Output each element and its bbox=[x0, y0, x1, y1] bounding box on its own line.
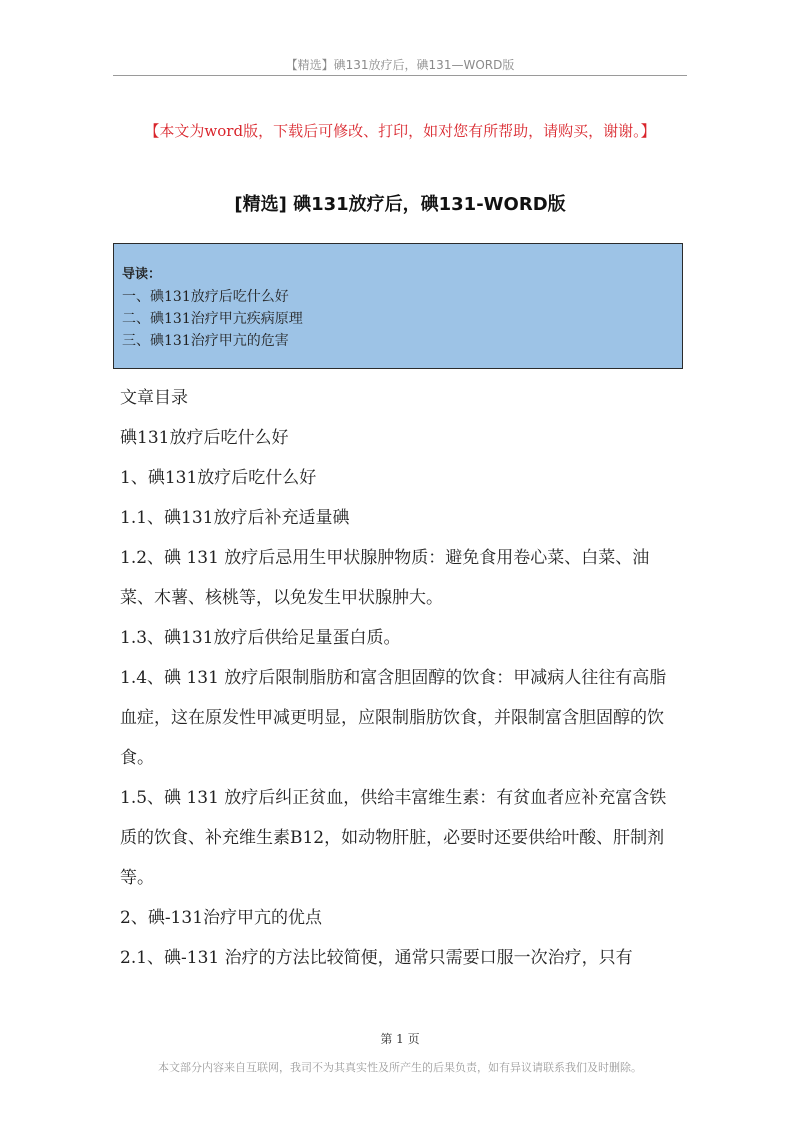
purchase-notice: 【本文为word版，下载后可修改、打印，如对您有所帮助，请购买，谢谢。】 bbox=[144, 122, 656, 140]
footer-disclaimer: 本文部分内容来自互联网，我司不为其真实性及所产生的后果负责，如有异议请联系我们及时删除。 bbox=[158, 1061, 642, 1074]
body-paragraph: 碘131放疗后吃什么好 bbox=[120, 428, 289, 448]
guide-box bbox=[113, 243, 683, 369]
body-paragraph: 2、碘-131治疗甲亢的优点 bbox=[120, 908, 323, 928]
body-paragraph: 1.2、碘 131 放疗后忌用生甲状腺肿物质：避免食用卷心菜、白菜、油菜、木薯、核桃等，以免发生甲状腺肿大。 bbox=[120, 548, 650, 608]
document-title: [精选] 碘131放疗后，碘131-WORD版 bbox=[234, 194, 566, 215]
guide-item: 二、碘131治疗甲亢疾病原理 bbox=[122, 311, 303, 327]
guide-heading: 导读： bbox=[122, 267, 162, 282]
body-paragraph: 1.4、碘 131 放疗后限制脂肪和富含胆固醇的饮食：甲减病人往往有高脂血症，这在原发性甲减更明显，应限制脂肪饮食，并限制富含胆固醇的饮食。 bbox=[120, 668, 667, 768]
document-body bbox=[120, 378, 682, 978]
page-number: 第 1 页 bbox=[380, 1032, 420, 1046]
body-paragraph: 1.5、碘 131 放疗后纠正贫血，供给丰富维生素：有贫血者应补充富含铁质的饮食、补充维生素B12，如动物肝脏，必要时还要供给叶酸、肝制剂等。 bbox=[120, 788, 667, 888]
toc-label: 文章目录 bbox=[120, 388, 188, 408]
guide-item: 一、碘131放疗后吃什么好 bbox=[122, 289, 289, 305]
body-paragraph: 2.1、碘-131 治疗的方法比较简便，通常只需要口服一次治疗，只有 bbox=[120, 948, 633, 968]
guide-item: 三、碘131治疗甲亢的危害 bbox=[122, 333, 289, 349]
page-header: 【精选】碘131放疗后，碘131—WORD版 bbox=[285, 58, 515, 72]
body-paragraph: 1.3、碘131放疗后供给足量蛋白质。 bbox=[120, 628, 401, 648]
header-divider bbox=[113, 75, 687, 76]
body-paragraph: 1、碘131放疗后吃什么好 bbox=[120, 468, 317, 488]
body-paragraph: 1.1、碘131放疗后补充适量碘 bbox=[120, 508, 350, 528]
